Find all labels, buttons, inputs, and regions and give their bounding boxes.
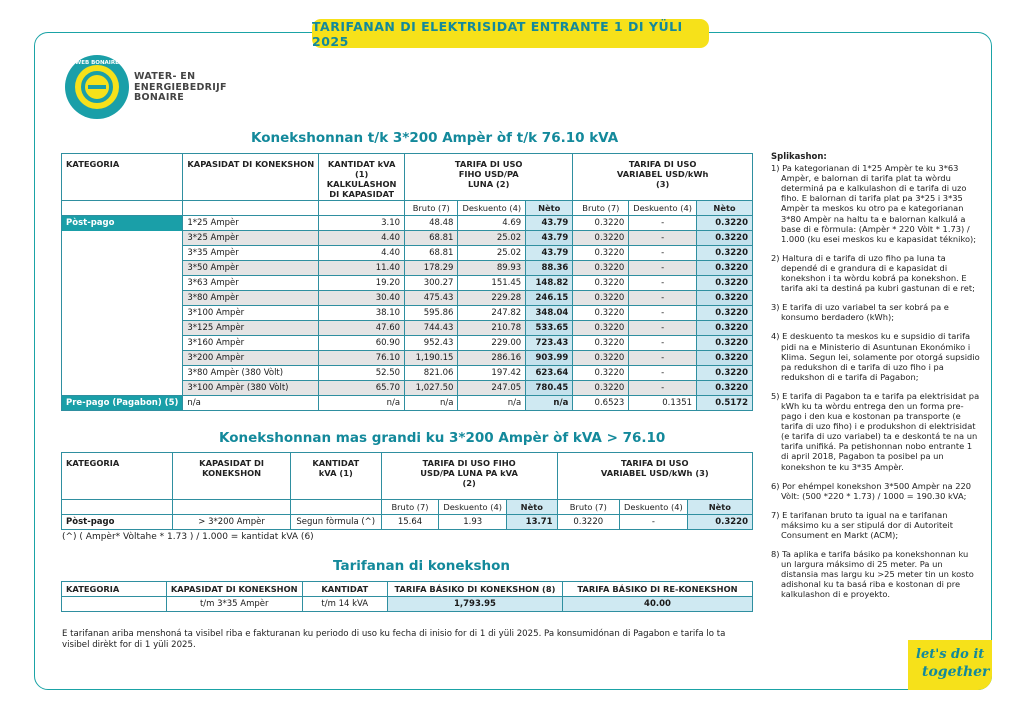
col-kantidat: KANTIDAT kVA (1) KALKULASHON DI KAPASIDAT	[319, 154, 405, 201]
cell: -	[629, 321, 697, 336]
cell: 0.1351	[629, 396, 697, 411]
table-row	[62, 336, 753, 351]
table-row	[62, 246, 753, 261]
cell: 4.40	[319, 231, 405, 246]
cell: 300.27	[405, 276, 458, 291]
cell: n/a	[526, 396, 573, 411]
cell: n/a	[405, 396, 458, 411]
col-kantidat: KANTIDAT	[302, 582, 387, 597]
cell: 1,027.50	[405, 381, 458, 396]
cell: t/m 3*35 Ampèr	[166, 597, 302, 612]
connection-fee-table	[61, 581, 753, 612]
cell: 348.04	[526, 306, 573, 321]
cell: t/m 14 kVA	[302, 597, 387, 612]
category-cell	[62, 321, 183, 336]
cell: 68.81	[405, 231, 458, 246]
cell: 178.29	[405, 261, 458, 276]
cell: > 3*200 Ampèr	[173, 515, 290, 530]
cell: 229.28	[458, 291, 526, 306]
col-kapasidat: KAPASIDAT DI KONEKSHON	[183, 154, 319, 201]
cell: -	[629, 216, 697, 231]
cell: 0.3220	[557, 515, 619, 530]
cell: 68.81	[405, 246, 458, 261]
cell: 15.64	[381, 515, 439, 530]
category-cell	[62, 261, 183, 276]
cell: 3*100 Ampèr	[183, 306, 319, 321]
cell: 1.93	[439, 515, 507, 530]
cell: -	[629, 261, 697, 276]
section1-title: Konekshonnan t/k 3*200 Ampèr òf t/k 76.10 kVA	[251, 130, 619, 146]
cell: 0.3220	[573, 336, 629, 351]
cell: 40.00	[562, 597, 752, 612]
cell: 151.45	[458, 276, 526, 291]
cell: n/a	[183, 396, 319, 411]
col-basiko-konekshon: TARIFA BÁSIKO DI KONEKSHON (8)	[387, 582, 562, 597]
cell: 0.3220	[697, 366, 753, 381]
table-row	[62, 261, 753, 276]
table-row	[62, 291, 753, 306]
cell: 0.3220	[573, 261, 629, 276]
explanation-item: 8) Ta aplika e tarifa básiko pa konekshonnan ku un largura máksimo di 25 meter. Pa un distansia mas largu ku >25 meter tin un kosto adishonal ku ta basá riba e kostonan di pre kalkulashon di e proyekto.	[771, 549, 974, 600]
cell: 229.00	[458, 336, 526, 351]
cell: 723.43	[526, 336, 573, 351]
table-row	[62, 306, 753, 321]
table-row	[62, 216, 753, 231]
company-name: WATER- EN ENERGIEBEDRIJF BONAIRE	[134, 71, 227, 103]
formula-note: (^) ( Ampèr* Vòltahe * 1.73 ) / 1.000 = kantidat kVA (6)	[62, 532, 314, 542]
cell: 0.3220	[697, 336, 753, 351]
table-row	[62, 321, 753, 336]
col-kategoria: KATEGORIA	[62, 453, 173, 500]
cell: -	[629, 291, 697, 306]
cell: 43.79	[526, 231, 573, 246]
cell	[62, 597, 167, 612]
cell: 821.06	[405, 366, 458, 381]
cell: 286.16	[458, 351, 526, 366]
cell: 0.3220	[697, 351, 753, 366]
cell: 0.3220	[697, 381, 753, 396]
subcol-neto: Nèto	[507, 500, 558, 515]
cell: 247.82	[458, 306, 526, 321]
cell: 952.43	[405, 336, 458, 351]
category-cell	[62, 381, 183, 396]
subcol-bruto: Bruto (7)	[381, 500, 439, 515]
cell: 3*160 Ampèr	[183, 336, 319, 351]
cell: -	[629, 381, 697, 396]
tariff-table-large	[61, 452, 753, 530]
cell: 48.48	[405, 216, 458, 231]
subcol-bruto: Bruto (7)	[557, 500, 619, 515]
subcol-deskuento: Deskuento (4)	[439, 500, 507, 515]
subcol-bruto: Bruto (7)	[405, 201, 458, 216]
cell: 210.78	[458, 321, 526, 336]
cell: 60.90	[319, 336, 405, 351]
cell: 247.05	[458, 381, 526, 396]
cell: 13.71	[507, 515, 558, 530]
cell: 623.64	[526, 366, 573, 381]
cell: 1,793.95	[387, 597, 562, 612]
cell: 475.43	[405, 291, 458, 306]
web-logo-icon	[64, 54, 130, 120]
cell: 3*200 Ampèr	[183, 351, 319, 366]
col-tarifa-variabel: TARIFA DI USO VARIABEL USD/kWh (3)	[573, 154, 753, 201]
cell: 148.82	[526, 276, 573, 291]
cell: -	[629, 366, 697, 381]
cell: 3*80 Ampèr	[183, 291, 319, 306]
cell: 0.3220	[573, 246, 629, 261]
section2-title: Konekshonnan mas grandi ku 3*200 Ampèr òf kVA > 76.10	[219, 430, 666, 446]
cell: 3*125 Ampèr	[183, 321, 319, 336]
subcol-neto: Nèto	[697, 201, 753, 216]
table-row	[62, 366, 753, 381]
cell: 0.3220	[573, 216, 629, 231]
tariff-table-small	[61, 153, 753, 411]
explanation-item: 6) Por ehémpel konekshon 3*500 Ampèr na 220 Vòlt: (500 *220 * 1.73) / 1000 = 190.30 kVA;	[771, 480, 972, 501]
slogan-line1: let's do it	[916, 647, 985, 662]
cell: 19.20	[319, 276, 405, 291]
category-cell	[62, 351, 183, 366]
cell: 43.79	[526, 216, 573, 231]
col-tarifa-fiho: TARIFA DI USO FIHO USD/PA LUNA (2)	[405, 154, 573, 201]
cell: 25.02	[458, 231, 526, 246]
cell: 246.15	[526, 291, 573, 306]
col-tarifa-fiho: TARIFA DI USO FIHO USD/PA LUNA PA kVA (2)	[381, 453, 557, 500]
cell: Pòst-pago	[62, 515, 173, 530]
slogan-line2: together	[922, 664, 990, 680]
cell: 3*63 Ampèr	[183, 276, 319, 291]
cell: 3.10	[319, 216, 405, 231]
cell: 0.3220	[573, 366, 629, 381]
cell: 4.40	[319, 246, 405, 261]
cell: 38.10	[319, 306, 405, 321]
cell: -	[620, 515, 688, 530]
cell: 52.50	[319, 366, 405, 381]
explanations	[771, 152, 981, 609]
cell: 30.40	[319, 291, 405, 306]
subcol-deskuento: Deskuento (4)	[458, 201, 526, 216]
explanation-item: 1) Pa kategorianan di 1*25 Ampèr te ku 3*63 Ampèr, e balornan di tarifa plat ta wòrdu determiná pa e kalkulashon di e tarifa di uzo fiho. E balornan di tarifa plat pa 3*25 i 3*35 Ampèr ta meskos ku otro pa e kategorianan 3*80 Ampèr na haltu ta e balornan kalkulá a base di e fòrmula: (Ampèr * 220 Vòlt * 1.73) / 1.000 (ku esei meskos ku e kapasidat tékniko);	[771, 163, 977, 244]
table-row	[62, 515, 753, 530]
category-cell	[62, 291, 183, 306]
cell: 3*80 Ampèr (380 Vòlt)	[183, 366, 319, 381]
cell: 0.3220	[697, 276, 753, 291]
cell: 1,190.15	[405, 351, 458, 366]
explanation-item: 3) E tarifa di uzo variabel ta ser kobrá pa e konsumo berdadero (kWh);	[771, 302, 949, 323]
cell: 0.3220	[697, 216, 753, 231]
cell: 25.02	[458, 246, 526, 261]
cell: 533.65	[526, 321, 573, 336]
explanation-item: 4) E deskuento ta meskos ku e supsidio di tarifa pidi na e Ministerio di Asuntunan Ekonómiko i Klima. Segun lei, solamente por otorgá supsidio pa redukshon di e tarifa di uzo fiho i pa redukshon di e tarifa di Pagabon;	[771, 331, 980, 382]
cell: 0.3220	[573, 351, 629, 366]
explanations-heading: Splikashon:	[771, 152, 827, 162]
subcol-deskuento: Deskuento (4)	[629, 201, 697, 216]
cell: 903.99	[526, 351, 573, 366]
cell: 0.3220	[697, 261, 753, 276]
cell: 3*35 Ampèr	[183, 246, 319, 261]
col-kantidat: KANTIDAT kVA (1)	[290, 453, 381, 500]
table-row	[62, 351, 753, 366]
cell: 0.5172	[697, 396, 753, 411]
table-row	[62, 276, 753, 291]
cell: -	[629, 231, 697, 246]
page-title: TARIFANAN DI ELEKTRISIDAT ENTRANTE 1 DI YÜLI 2025	[312, 19, 709, 48]
explanation-item: 2) Haltura di e tarifa di uzo fiho pa luna ta dependé di e grandura di e kapasidat di konekshon i ta wòrdu kobrá pa konekshon. E tarifa aki ta destiná pa kubri gastunan di e ret;	[771, 252, 975, 294]
section3-title: Tarifanan di konekshon	[333, 558, 511, 574]
cell: Segun fòrmula (^)	[290, 515, 381, 530]
table-row	[62, 231, 753, 246]
col-kapasidat: KAPASIDAT DI KONEKSHON	[173, 453, 290, 500]
cell: 88.36	[526, 261, 573, 276]
category-cell	[62, 276, 183, 291]
cell: -	[629, 336, 697, 351]
category-cell	[62, 336, 183, 351]
cell: 595.86	[405, 306, 458, 321]
prepago-label: Pre-pago (Pagabon) (5)	[62, 396, 183, 411]
cell: 43.79	[526, 246, 573, 261]
footer-note: E tarifanan ariba menshoná ta visibel riba e fakturanan ku periodo di uso ku fecha di inisio for di 1 di yüli 2025. Pa konsumidónan di Pagabon e tarifa lo ta visibel dirèkt for di 1 yüli 2025.	[62, 629, 726, 650]
cell: 780.45	[526, 381, 573, 396]
cell: -	[629, 306, 697, 321]
cell: 89.93	[458, 261, 526, 276]
cell: 0.3220	[697, 246, 753, 261]
cell: -	[629, 351, 697, 366]
cell: 0.3220	[697, 231, 753, 246]
cell: 1*25 Ampèr	[183, 216, 319, 231]
cell: 197.42	[458, 366, 526, 381]
table-row	[62, 597, 753, 612]
cell: 76.10	[319, 351, 405, 366]
col-basiko-rekonekshon: TARIFA BÁSIKO DI RE-KONEKSHON	[562, 582, 752, 597]
subcol-deskuento: Deskuento (4)	[620, 500, 688, 515]
category-cell	[62, 306, 183, 321]
cell: 0.6523	[573, 396, 629, 411]
cell: 3*50 Ampèr	[183, 261, 319, 276]
cell: 0.3220	[697, 306, 753, 321]
svg-text:WEB BONAIRE: WEB BONAIRE	[75, 60, 119, 66]
subcol-neto: Nèto	[526, 201, 573, 216]
col-kategoria: KATEGORIA	[62, 154, 183, 201]
cell: 4.69	[458, 216, 526, 231]
category-cell	[62, 366, 183, 381]
cell: 47.60	[319, 321, 405, 336]
table-row	[62, 381, 753, 396]
cell: 0.3220	[697, 291, 753, 306]
cell: 3*100 Ampèr (380 Vòlt)	[183, 381, 319, 396]
cell: n/a	[458, 396, 526, 411]
col-kapasidat: KAPASIDAT DI KONEKSHON	[166, 582, 302, 597]
category-cell: Pòst-pago	[62, 216, 183, 231]
cell: 0.3220	[687, 515, 752, 530]
cell: 11.40	[319, 261, 405, 276]
explanation-item: 7) E tarifanan bruto ta igual na e tarifanan máksimo ku a ser stipulá dor di Autoriteit Consument en Markt (ACM);	[771, 509, 953, 540]
cell: 0.3220	[573, 231, 629, 246]
cell: -	[629, 246, 697, 261]
cell: 744.43	[405, 321, 458, 336]
cell: 3*25 Ampèr	[183, 231, 319, 246]
subcol-bruto: Bruto (7)	[573, 201, 629, 216]
cell: -	[629, 276, 697, 291]
cell: 0.3220	[573, 291, 629, 306]
col-tarifa-variabel: TARIFA DI USO VARIABEL USD/kWh (3)	[557, 453, 752, 500]
cell: 0.3220	[573, 381, 629, 396]
cell: n/a	[319, 396, 405, 411]
cell: 0.3220	[697, 321, 753, 336]
category-cell	[62, 246, 183, 261]
subcol-neto: Nèto	[687, 500, 752, 515]
slogan-badge	[908, 640, 992, 690]
col-kategoria: KATEGORIA	[62, 582, 167, 597]
cell: 65.70	[319, 381, 405, 396]
cell: 0.3220	[573, 321, 629, 336]
explanation-item: 5) E tarifa di Pagabon ta e tarifa pa elektrisidat pa kWh ku ta wòrdu entrega den un forma pre-pago i den kua e kostonan pa transporte (e tarifa di uzo fiho) i e produkshon di elektrisidat (e tarifa di uzo variabel) ta e deskontá te na un tarifa unifiká. Pa petishonnan nobo entrante 1 di april 2018, Pagabon ta posibel pa un konekshon te ku 3*35 Ampèr.	[771, 390, 980, 472]
category-cell	[62, 231, 183, 246]
cell: 0.3220	[573, 306, 629, 321]
cell: 0.3220	[573, 276, 629, 291]
